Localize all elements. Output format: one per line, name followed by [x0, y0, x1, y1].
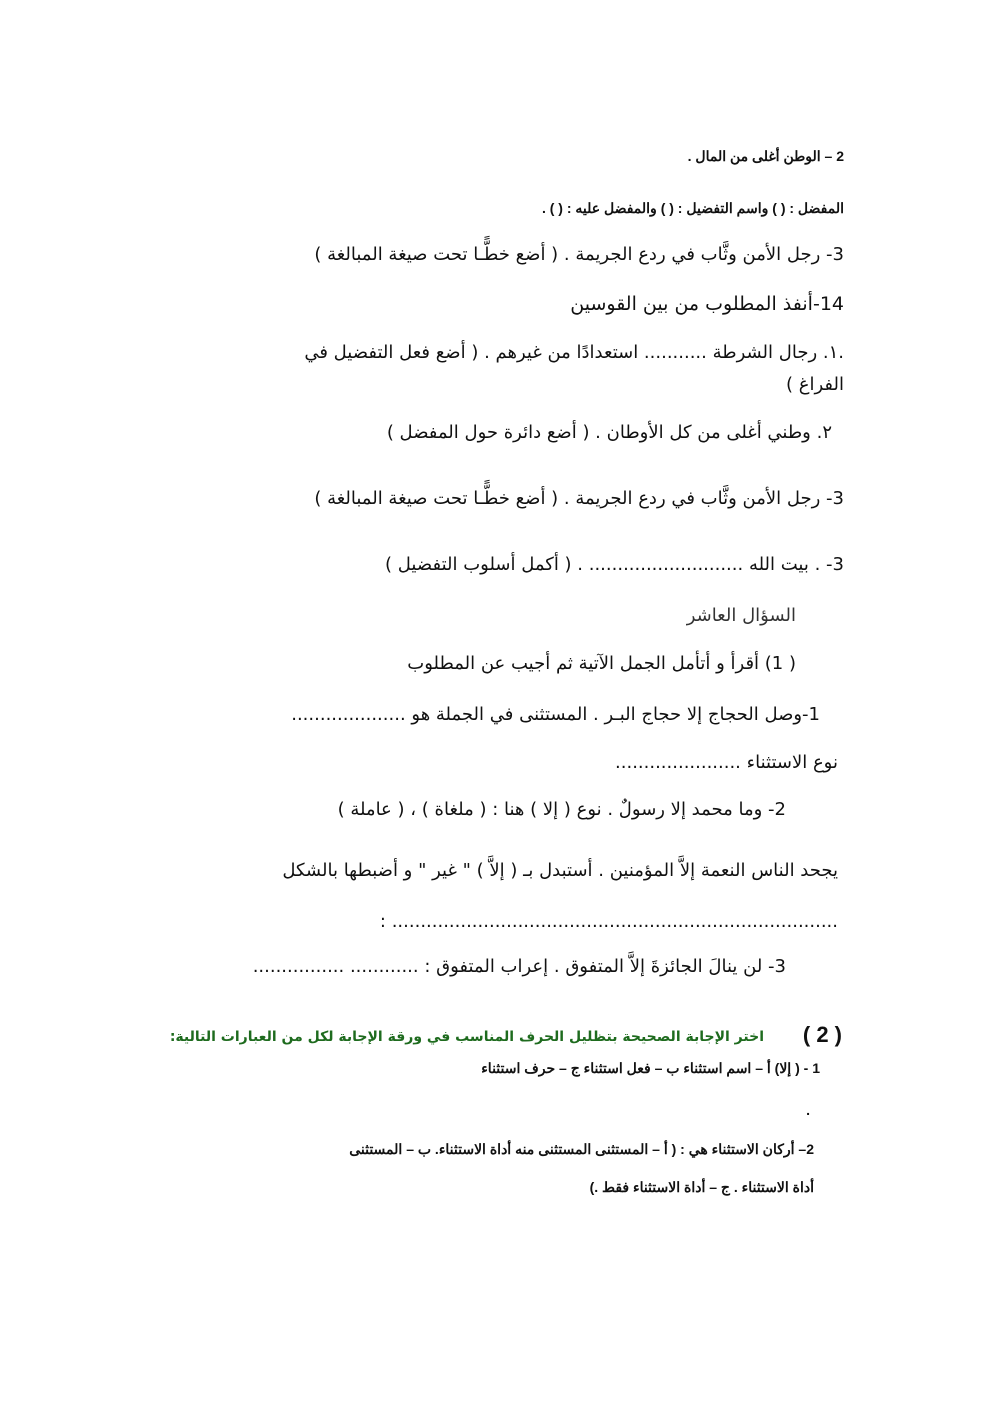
q2-item1-dot: . [806, 1102, 810, 1118]
q10-item1-type: نوع الاستثناء ...................... [615, 752, 838, 773]
q14-item1-line2: الفراغ ) [785, 374, 844, 395]
q10-item3: 3- لن ينالَ الجائزةَ إلاَّ المتفوق . إعراب المتفوق : ............ ................ [252, 956, 786, 977]
q10-item2-b: يجحد الناس النعمة إلاَّ المؤمنين . أستبدل بـ ( إلاَّ ) " غير " و أضبطها بالشكل [282, 860, 838, 881]
q14-item4: 3- . بيت الله ........................... . ( أكمل أسلوب التفضيل ) [385, 554, 844, 575]
item2-title: 2 – الوطن أغلى من المال . [687, 148, 844, 164]
q2-instruction: اختر الإجابة الصحيحة بتظليل الحرف المناسب في ورقة الإجابة لكل من العبارات التالية: [169, 1029, 764, 1045]
q10-instruction: ( 1) أقرأ و أتأمل الجمل الآتية ثم أجيب عن المطلوب [407, 653, 796, 674]
prev-item3: 3- رجل الأمن وثَّاب في ردع الجريمة . ( أضع خطًّـا تحت صيغة المبالغة ) [314, 244, 844, 265]
q10-item2: 2- وما محمد إلا رسولٌ . نوع ( إلا ) هنا : ( ملغاة ) ، ( عاملة ) [337, 799, 786, 820]
q2-item2-line2: أداة الاستثناء . ج – أداة الاستثناء فقط .) [589, 1179, 814, 1195]
q2-item1: 1 - ( إلا) أ – اسم استثناء ب – فعل استثناء ج – حرف استثناء [481, 1060, 820, 1076]
q10-item2-b-dots: : .............................................................................. [379, 911, 838, 932]
q10-title: السؤال العاشر [686, 605, 796, 626]
q10-item1: 1-وصل الحجاج إلا حجاج البـر . المستثنى في الجملة هو .................... [291, 704, 820, 725]
q14-item2: ٢. وطني أغلى من كل الأوطان . ( أضع دائرة حول المفضل ) [386, 422, 832, 443]
q2-number: ( 2 ) [802, 1022, 842, 1047]
q2-item2-line1: 2– أركان الاستثناء هي : ( أ – المستثنى المستثنى منه أداة الاستثناء. ب – المستثنى [349, 1141, 814, 1157]
q14-item3: 3- رجل الأمن وثَّاب في ردع الجريمة . ( أضع خطًّـا تحت صيغة المبالغة ) [314, 488, 844, 509]
q14-item1-line1: .١. رجال الشرطة ........... استعدادًا من غيرهم . ( أضع فعل التفضيل في [304, 342, 844, 363]
q14-title: 14-أنفذ المطلوب من بين القوسين [570, 293, 844, 315]
item2-fill-line: المفضل : ( ) واسم التفضيل : ( ) والمفضل عليه : ( ) . [541, 200, 844, 216]
